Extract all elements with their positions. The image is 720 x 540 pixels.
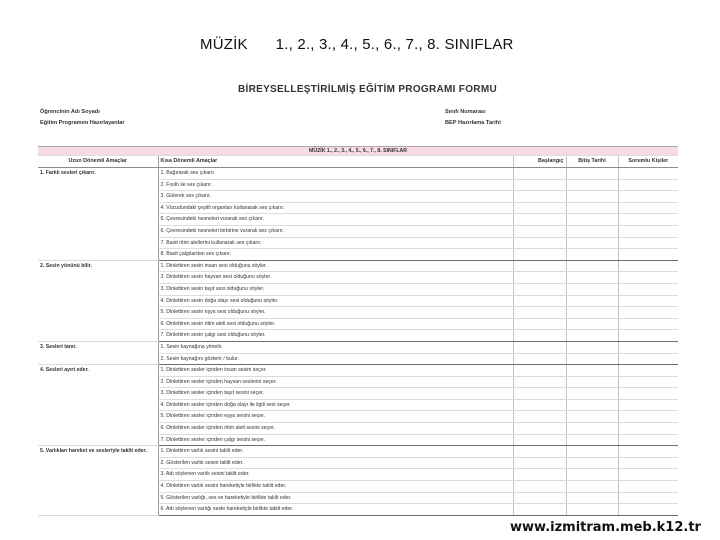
end-date-cell	[566, 388, 618, 400]
short-term-goal: 2. Dinlettiren sesler içinden hayvan seslerini seçer.	[158, 376, 513, 388]
end-date-cell	[566, 446, 618, 458]
start-date-cell	[513, 202, 566, 214]
start-date-cell	[513, 225, 566, 237]
subject-title: MÜZİK	[200, 36, 248, 53]
start-date-cell	[513, 353, 566, 365]
start-date-cell	[513, 457, 566, 469]
table-row	[38, 168, 678, 180]
responsible-cell	[618, 295, 678, 307]
short-term-goal: 3. Dinlettiren sesin taşıt sesi olduğunu söyler.	[158, 283, 513, 295]
responsible-cell	[618, 504, 678, 516]
end-date-cell	[566, 376, 618, 388]
short-term-goal: 1. Dinlettiren sesin insan sesi olduğunu söyler.	[158, 260, 513, 272]
responsible-cell	[618, 411, 678, 423]
responsible-cell	[618, 341, 678, 353]
long-term-goal: 3. Sesleri tanır.	[38, 341, 158, 364]
end-date-cell	[566, 492, 618, 504]
short-term-goal: 6. Dinlettiren sesler içinden ritim aleti sesini seçer.	[158, 423, 513, 435]
page-title	[200, 36, 514, 53]
responsible-cell	[618, 214, 678, 226]
start-date-cell	[513, 423, 566, 435]
short-term-goal: 5. Dinlettiren sesin eşya sesi olduğunu söyler.	[158, 307, 513, 319]
start-date-cell	[513, 295, 566, 307]
short-term-goal: 2. Fısıltı ile ses çıkarır.	[158, 179, 513, 191]
short-term-goal: 5. Gösterilen varlığı, ses ve hareketiyle birlikte taklit eder.	[158, 492, 513, 504]
short-term-goal: 2. Sesin kaynağını gösterir / bulur.	[158, 353, 513, 365]
short-term-goal: 4. Dinlettiren sesin doğa olayı sesi olduğunu söyler.	[158, 295, 513, 307]
start-date-cell	[513, 446, 566, 458]
start-date-cell	[513, 492, 566, 504]
responsible-cell	[618, 423, 678, 435]
responsible-cell	[618, 202, 678, 214]
responsible-cell	[618, 168, 678, 180]
short-term-goal: 1. Dinlettiren varlık sesini taklit eder.	[158, 446, 513, 458]
responsible-cell	[618, 434, 678, 446]
start-date-cell	[513, 365, 566, 377]
col-header-responsible: Sorumlu Kişiler	[618, 156, 678, 168]
responsible-cell	[618, 481, 678, 493]
responsible-cell	[618, 388, 678, 400]
start-date-cell	[513, 330, 566, 342]
form-title: BİREYSELLEŞTİRİLMİŞ EĞİTİM PROGRAMI FORMU	[238, 84, 497, 95]
responsible-cell	[618, 330, 678, 342]
short-term-goal: 5. Dinlettiren sesler içinden eşya sesini seçer.	[158, 411, 513, 423]
long-term-goal: 1. Farklı sesleri çıkarır.	[38, 168, 158, 261]
short-term-goal: 7. Basit ritim aletlerini kullanarak ses çıkarır.	[158, 237, 513, 249]
end-date-cell	[566, 225, 618, 237]
col-header-long-term: Uzun Dönemli Amaçlar	[38, 156, 158, 168]
responsible-cell	[618, 237, 678, 249]
table-banner	[38, 147, 678, 156]
long-term-goal: 4. Sesleri ayırt eder.	[38, 365, 158, 446]
short-term-goal: 2. Gösterilen varlık sesini taklit eder.	[158, 457, 513, 469]
bep-table	[38, 146, 678, 516]
responsible-cell	[618, 179, 678, 191]
end-date-cell	[566, 469, 618, 481]
start-date-cell	[513, 469, 566, 481]
start-date-cell	[513, 249, 566, 261]
short-term-goal: 4. Dinlettiren varlık sesini hareketiyle birlikte taklit eder.	[158, 481, 513, 493]
prepared-by-label: Eğitim Programını Hazırlayanlar	[40, 120, 125, 126]
short-term-goal: 8. Basit çalgılardan ses çıkarır.	[158, 249, 513, 261]
responsible-cell	[618, 446, 678, 458]
short-term-goal: 7. Dinlettiren sesin çalgı sesi olduğunu söyler.	[158, 330, 513, 342]
form-meta-left	[40, 107, 125, 129]
start-date-cell	[513, 376, 566, 388]
student-name-label: Öğrencinin Adı Soyadı	[40, 109, 100, 115]
col-header-short-term: Kısa Dönemli Amaçlar	[158, 156, 513, 168]
table-row	[38, 260, 678, 272]
long-term-goal: 5. Varlıkları hareket ve sesleriyle taklit eder.	[38, 446, 158, 516]
short-term-goal: 2. Dinlettiren sesin hayvan sesi olduğunu söyler.	[158, 272, 513, 284]
responsible-cell	[618, 399, 678, 411]
end-date-cell	[566, 307, 618, 319]
bep-date-label: BEP Hazırlama Tarihi	[445, 120, 501, 126]
start-date-cell	[513, 237, 566, 249]
responsible-cell	[618, 365, 678, 377]
short-term-goal: 3. Adı söylenen varlık sesini taklit eder.	[158, 469, 513, 481]
watermark-url: www.izmitram.meb.k12.tr	[510, 520, 701, 535]
end-date-cell	[566, 179, 618, 191]
start-date-cell	[513, 179, 566, 191]
end-date-cell	[566, 330, 618, 342]
start-date-cell	[513, 214, 566, 226]
end-date-cell	[566, 295, 618, 307]
end-date-cell	[566, 237, 618, 249]
responsible-cell	[618, 376, 678, 388]
responsible-cell	[618, 469, 678, 481]
start-date-cell	[513, 341, 566, 353]
table-header-row	[38, 156, 678, 168]
start-date-cell	[513, 191, 566, 203]
end-date-cell	[566, 283, 618, 295]
responsible-cell	[618, 283, 678, 295]
end-date-cell	[566, 341, 618, 353]
short-term-goal: 5. Çevresindeki nesneleri vurarak ses çıkarır.	[158, 214, 513, 226]
short-term-goal: 4. Vücudundaki çeşitli organları kullanarak ses çıkarır.	[158, 202, 513, 214]
end-date-cell	[566, 318, 618, 330]
responsible-cell	[618, 249, 678, 261]
end-date-cell	[566, 353, 618, 365]
end-date-cell	[566, 168, 618, 180]
end-date-cell	[566, 411, 618, 423]
short-term-goal: 7. Dinlettiren sesler içinden çalgı sesini seçer.	[158, 434, 513, 446]
start-date-cell	[513, 434, 566, 446]
responsible-cell	[618, 307, 678, 319]
short-term-goal: 3. Dinlettiren sesler içinden taşıt sesini seçer.	[158, 388, 513, 400]
table-row	[38, 446, 678, 458]
grades-title: 1., 2., 3., 4., 5., 6., 7., 8. SINIFLAR	[275, 36, 514, 53]
responsible-cell	[618, 353, 678, 365]
end-date-cell	[566, 504, 618, 516]
short-term-goal: 3. Gülerek ses çıkarır.	[158, 191, 513, 203]
start-date-cell	[513, 388, 566, 400]
responsible-cell	[618, 457, 678, 469]
form-meta-right	[445, 107, 501, 129]
start-date-cell	[513, 260, 566, 272]
end-date-cell	[566, 481, 618, 493]
end-date-cell	[566, 202, 618, 214]
table-row	[38, 341, 678, 353]
table-banner-text: MÜZİK 1., 2., 3., 4., 5., 6., 7., 8. SINIFLAR	[38, 147, 678, 156]
short-term-goal: 6. Adı söylenen varlığı sesle hareketiyle birlikte taklit eder.	[158, 504, 513, 516]
class-no-label: Sınıfı Numarası	[445, 109, 486, 115]
start-date-cell	[513, 399, 566, 411]
end-date-cell	[566, 399, 618, 411]
table-row	[38, 365, 678, 377]
end-date-cell	[566, 434, 618, 446]
responsible-cell	[618, 272, 678, 284]
start-date-cell	[513, 272, 566, 284]
responsible-cell	[618, 191, 678, 203]
responsible-cell	[618, 225, 678, 237]
end-date-cell	[566, 423, 618, 435]
start-date-cell	[513, 168, 566, 180]
end-date-cell	[566, 214, 618, 226]
short-term-goal: 1. Sesin kaynağına yönelir.	[158, 341, 513, 353]
responsible-cell	[618, 260, 678, 272]
long-term-goal: 2. Sesin yönünü bilir.	[38, 260, 158, 341]
short-term-goal: 4. Dinlettiren sesler içinden doğa olayı ile ilgili sesi seçer.	[158, 399, 513, 411]
start-date-cell	[513, 318, 566, 330]
start-date-cell	[513, 411, 566, 423]
end-date-cell	[566, 365, 618, 377]
short-term-goal: 6. Çevresindeki nesneleri birbirine vurarak ses çıkarır.	[158, 225, 513, 237]
start-date-cell	[513, 283, 566, 295]
responsible-cell	[618, 318, 678, 330]
end-date-cell	[566, 260, 618, 272]
end-date-cell	[566, 191, 618, 203]
col-header-start: Başlangıç	[513, 156, 566, 168]
start-date-cell	[513, 307, 566, 319]
end-date-cell	[566, 272, 618, 284]
start-date-cell	[513, 481, 566, 493]
start-date-cell	[513, 504, 566, 516]
col-header-end: Bitiş Tarihi	[566, 156, 618, 168]
end-date-cell	[566, 457, 618, 469]
short-term-goal: 1. Bağırarak ses çıkarır.	[158, 168, 513, 180]
responsible-cell	[618, 492, 678, 504]
short-term-goal: 6. Dinlettiren sesin ritim aleti sesi olduğunu söyler.	[158, 318, 513, 330]
end-date-cell	[566, 249, 618, 261]
short-term-goal: 1. Dinlettiren sesler içinden insan sesini seçer.	[158, 365, 513, 377]
